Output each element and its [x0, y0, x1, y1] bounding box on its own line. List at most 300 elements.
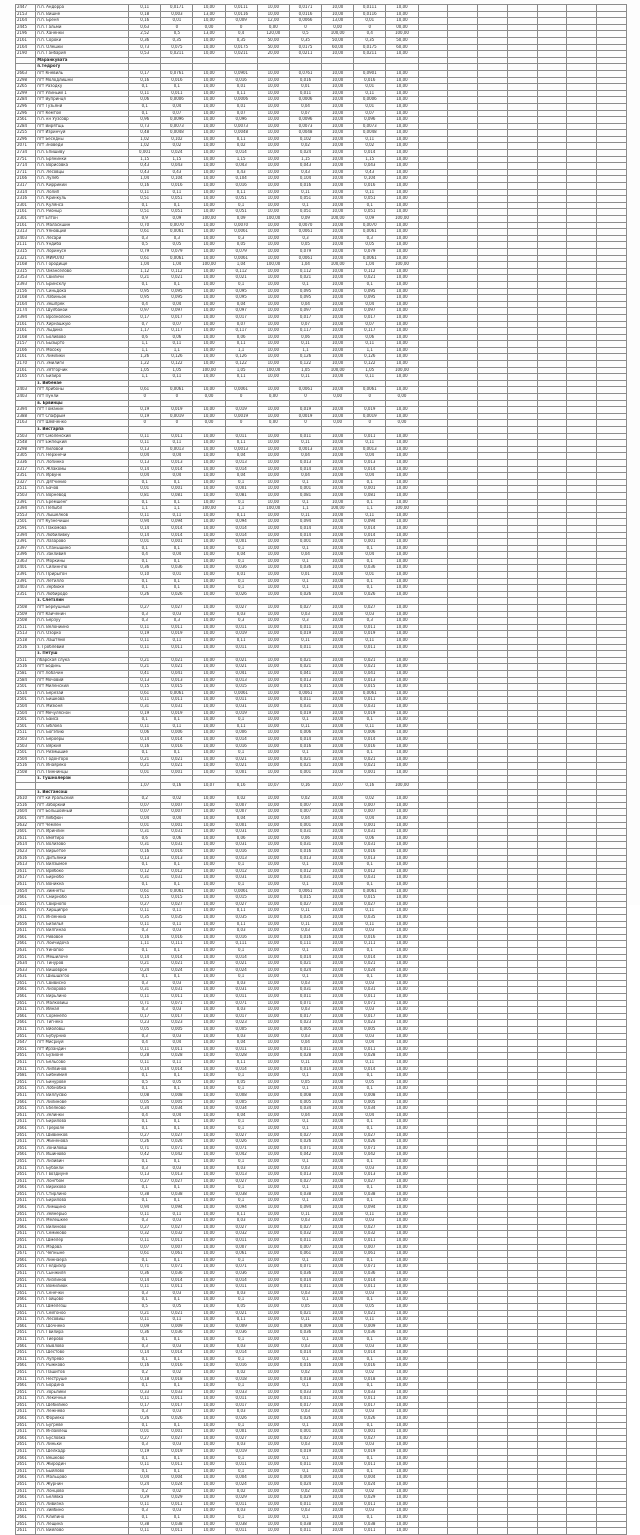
cell-value: 0,0111 [225, 5, 257, 12]
cell-value: 0,1 [225, 1119, 257, 1126]
cell-value [129, 64, 161, 71]
table-row [16, 723, 627, 730]
empty-cell [537, 427, 567, 434]
cell-value: 0 [129, 420, 161, 427]
empty-cell [448, 769, 478, 776]
cell-value: 0,14 [129, 736, 161, 743]
cell-value: 0,019 [354, 710, 386, 717]
cell-value: 100,00 [322, 31, 354, 38]
cell-value: 100,00 [193, 367, 225, 374]
cell-value: 0,011 [161, 644, 193, 651]
empty-cell [448, 1343, 478, 1350]
empty-cell [448, 875, 478, 882]
empty-cell [507, 1198, 537, 1205]
empty-cell [448, 974, 478, 981]
empty-cell [597, 420, 627, 427]
cell-value: 0,51 [129, 209, 161, 216]
cell-value: 0,11 [354, 512, 386, 519]
empty-cell [448, 380, 478, 387]
row-code: 2661 [16, 1416, 36, 1423]
empty-cell [448, 70, 478, 77]
empty-cell [507, 1442, 537, 1449]
empty-cell [478, 506, 508, 513]
cell-value: 100,00 [193, 506, 225, 513]
empty-cell [597, 262, 627, 269]
cell-value: 10,00 [322, 136, 354, 143]
empty-cell [448, 1369, 478, 1376]
empty-cell [537, 1303, 567, 1310]
empty-cell [478, 1053, 508, 1060]
empty-cell [537, 1449, 567, 1456]
cell-value: 10,00 [257, 1383, 289, 1390]
table-row [16, 37, 627, 44]
empty-cell [418, 1231, 448, 1238]
cell-value: 10,00 [193, 44, 225, 51]
empty-cell [478, 1211, 508, 1218]
empty-cell [478, 288, 508, 295]
cell-value: 0,0111 [354, 5, 386, 12]
cell-value: 0,023 [354, 1020, 386, 1027]
row-name: п.п. Шёбилико [36, 1402, 129, 1409]
cell-value: 10,00 [322, 1086, 354, 1093]
cell-value: 0,016 [289, 934, 321, 941]
cell-value: 0,1 [129, 1422, 161, 1429]
row-name: п.п. Ливизна [36, 1501, 129, 1508]
cell-value: 10,00 [386, 624, 418, 631]
cell-value [129, 57, 161, 64]
cell-value: 10,00 [322, 295, 354, 302]
empty-cell [537, 1053, 567, 1060]
row-code: 2661 [16, 1020, 36, 1027]
empty-cell [418, 1040, 448, 1047]
cell-value [386, 380, 418, 387]
table-row [16, 1257, 627, 1264]
empty-cell [448, 1528, 478, 1535]
empty-cell [537, 1125, 567, 1132]
cell-value: 10,00 [322, 545, 354, 552]
cell-value: 10,00 [386, 644, 418, 651]
row-name: пгт Молодлишни [36, 77, 129, 84]
empty-cell [537, 1073, 567, 1080]
empty-cell [597, 1429, 627, 1436]
empty-cell [418, 18, 448, 25]
cell-value: 0,1 [129, 1297, 161, 1304]
cell-value: 0,14 [129, 1277, 161, 1284]
cell-value: 0,97 [129, 308, 161, 315]
empty-cell [478, 1112, 508, 1119]
empty-cell [478, 921, 508, 928]
empty-cell [567, 1211, 597, 1218]
empty-cell [597, 1125, 627, 1132]
empty-cell [507, 954, 537, 961]
cell-value: 0,04 [354, 816, 386, 823]
cell-value: 10,00 [257, 1402, 289, 1409]
empty-cell [448, 895, 478, 902]
empty-cell [507, 136, 537, 143]
empty-cell [537, 1369, 567, 1376]
row-code: 2321 [16, 255, 36, 262]
row-name: п.п. Виллусвю [36, 1092, 129, 1099]
cell-value: 10,00 [322, 947, 354, 954]
empty-cell [567, 1139, 597, 1146]
cell-value: 0,11 [161, 638, 193, 645]
cell-value: 0,11 [354, 908, 386, 915]
empty-cell [537, 1211, 567, 1218]
cell-value: 1,02 [129, 136, 161, 143]
cell-value: 0 [225, 420, 257, 427]
cell-value: 0,1 [161, 1086, 193, 1093]
table-row [16, 1475, 627, 1482]
cell-value: 0,031 [354, 829, 386, 836]
cell-value: 10,00 [193, 868, 225, 875]
cell-value: 10,00 [386, 466, 418, 473]
row-code: 2631 [16, 947, 36, 954]
empty-cell [567, 189, 597, 196]
empty-cell [507, 796, 537, 803]
cell-value: 10,00 [193, 123, 225, 130]
cell-value: 0,04 [354, 552, 386, 559]
empty-cell [478, 842, 508, 849]
cell-value: 10,00 [257, 1046, 289, 1053]
cell-value: 10,00 [386, 103, 418, 110]
row-code: 2611 [16, 1468, 36, 1475]
cell-value: 10,00 [193, 5, 225, 12]
cell-value: 10,00 [193, 750, 225, 757]
empty-cell [448, 1020, 478, 1027]
empty-cell [567, 1297, 597, 1304]
cell-value: 0,3 [129, 1218, 161, 1225]
empty-cell [597, 1343, 627, 1350]
empty-cell [478, 1383, 508, 1390]
empty-cell [448, 1521, 478, 1528]
table-row [16, 855, 627, 862]
cell-value: 0,014 [161, 466, 193, 473]
cell-value: 0,13 [129, 1172, 161, 1179]
cell-value: 10,00 [386, 1132, 418, 1139]
cell-value: 10,00 [322, 928, 354, 935]
empty-cell [597, 459, 627, 466]
empty-cell [507, 710, 537, 717]
cell-value: 0,019 [225, 710, 257, 717]
empty-cell [597, 1198, 627, 1205]
cell-value: 10,00 [193, 888, 225, 895]
table-row [16, 558, 627, 565]
cell-value: 0,017 [354, 1013, 386, 1020]
cell-value: 0,038 [354, 1191, 386, 1198]
cell-value: 10,00 [193, 1271, 225, 1278]
cell-value: 10,00 [322, 235, 354, 242]
empty-cell [448, 1066, 478, 1073]
empty-cell [418, 1099, 448, 1106]
cell-value: 10,00 [257, 479, 289, 486]
cell-value: 0,001 [289, 1429, 321, 1436]
empty-cell [537, 492, 567, 499]
table-row [16, 947, 627, 954]
cell-value: 10,00 [257, 1000, 289, 1007]
empty-cell [448, 1330, 478, 1337]
cell-value: 0,04 [289, 1040, 321, 1047]
empty-cell [448, 994, 478, 1001]
cell-value: 10,00 [257, 1086, 289, 1093]
empty-cell [597, 1139, 627, 1146]
empty-cell [418, 1013, 448, 1020]
cell-value: 0,1 [289, 1422, 321, 1429]
empty-cell [567, 499, 597, 506]
empty-cell [478, 967, 508, 974]
cell-value: 0,70 [129, 222, 161, 229]
empty-cell [537, 677, 567, 684]
empty-cell [507, 123, 537, 130]
empty-cell [537, 1442, 567, 1449]
table-row [16, 1330, 627, 1337]
empty-cell [597, 670, 627, 677]
empty-cell [478, 57, 508, 64]
cell-value: 100,00 [257, 262, 289, 269]
empty-cell [597, 57, 627, 64]
cell-value: 0,031 [161, 875, 193, 882]
empty-cell [418, 1020, 448, 1027]
cell-value: 0,1 [129, 750, 161, 757]
empty-cell [567, 703, 597, 710]
empty-cell [478, 1336, 508, 1343]
cell-value: 0,011 [354, 433, 386, 440]
empty-cell [448, 657, 478, 664]
empty-cell [537, 341, 567, 348]
cell-value: 0,11 [129, 994, 161, 1001]
cell-value: 10,00 [322, 1172, 354, 1179]
empty-cell [418, 1139, 448, 1146]
row-code: 2504 [16, 756, 36, 763]
row-name: п.п. Боливово [36, 334, 129, 341]
empty-cell [537, 1514, 567, 1521]
empty-cell [418, 723, 448, 730]
cell-value: 0,001 [354, 486, 386, 493]
cell-value: 0 [289, 420, 321, 427]
row-name: п.п. Лесари [36, 235, 129, 242]
cell-value: 0,008 [289, 1092, 321, 1099]
cell-value: 1,07 [129, 783, 161, 790]
cell-value: 0,009 [225, 18, 257, 25]
empty-cell [597, 90, 627, 97]
empty-cell [507, 578, 537, 585]
empty-cell [597, 875, 627, 882]
cell-value: 100,00 [322, 216, 354, 223]
cell-value [257, 598, 289, 605]
row-name: п.п. Велониино [36, 624, 129, 631]
row-code: 2509 [16, 611, 36, 618]
empty-cell [537, 1435, 567, 1442]
cell-value: 0,031 [225, 987, 257, 994]
empty-cell [567, 459, 597, 466]
cell-value: 10,00 [193, 90, 225, 97]
row-name: пгт Хрибоны [36, 387, 129, 394]
empty-cell [418, 855, 448, 862]
cell-value: 0,5 [161, 31, 193, 38]
empty-cell [478, 789, 508, 796]
row-name: п.п. Сенёчки [36, 1290, 129, 1297]
row-code: 2661 [16, 1224, 36, 1231]
cell-value: 0,11 [129, 697, 161, 704]
cell-value: 10,00 [386, 895, 418, 902]
table-row [16, 202, 627, 209]
row-name: п.п. Зийбино [36, 1508, 129, 1515]
cell-value: 10,00 [193, 1119, 225, 1126]
empty-cell [537, 222, 567, 229]
cell-value: 10,00 [322, 591, 354, 598]
cell-value: 0,43 [225, 169, 257, 176]
row-code: 2611 [16, 914, 36, 921]
empty-cell [448, 1402, 478, 1409]
cell-value: 10,00 [386, 703, 418, 710]
cell-value: 0,117 [289, 328, 321, 335]
empty-cell [537, 736, 567, 743]
row-name: пгт Мечуляснон [36, 710, 129, 717]
cell-value: 10,00 [257, 585, 289, 592]
cell-value: 0,6 [129, 835, 161, 842]
cell-value: 10,00 [257, 1231, 289, 1238]
empty-cell [478, 1350, 508, 1357]
empty-cell [507, 1475, 537, 1482]
cell-value: 10,00 [193, 519, 225, 526]
cell-value: 10,00 [322, 196, 354, 203]
empty-cell [418, 1495, 448, 1502]
cell-value: 0,014 [354, 532, 386, 539]
row-name: п.п. Бизиро [36, 374, 129, 381]
empty-cell [597, 1508, 627, 1515]
empty-cell [448, 1356, 478, 1363]
empty-cell [507, 466, 537, 473]
empty-cell [537, 1271, 567, 1278]
empty-cell [448, 1132, 478, 1139]
cell-value: 10,00 [257, 670, 289, 677]
cell-value: 10,00 [193, 440, 225, 447]
cell-value: 0,1 [289, 1356, 321, 1363]
cell-value: 0,11 [129, 1211, 161, 1218]
cell-value: 10,00 [257, 1455, 289, 1462]
cell-value: 0,63 [129, 24, 161, 31]
empty-cell [537, 420, 567, 427]
cell-value: 10,00 [386, 123, 418, 130]
empty-cell [448, 539, 478, 546]
cell-value: 0,11 [129, 1462, 161, 1469]
cell-value: 0,03 [354, 1033, 386, 1040]
cell-value: 10,00 [386, 1205, 418, 1212]
cell-value: 10,00 [257, 202, 289, 209]
cell-value: 0,005 [225, 1099, 257, 1106]
empty-cell [507, 433, 537, 440]
cell-value: 10,00 [193, 881, 225, 888]
cell-value: 10,00 [322, 881, 354, 888]
empty-cell [448, 1495, 478, 1502]
cell-value: 10,00 [386, 156, 418, 163]
row-name: п.п. Гвилира [36, 1330, 129, 1337]
cell-value: 10,00 [257, 110, 289, 117]
empty-cell [567, 1310, 597, 1317]
cell-value: 10,00 [386, 314, 418, 321]
empty-cell [597, 1271, 627, 1278]
cell-value: 10,00 [193, 697, 225, 704]
empty-cell [507, 1284, 537, 1291]
cell-value: 0,021 [354, 664, 386, 671]
cell-value: 10,00 [386, 1185, 418, 1192]
empty-cell [507, 1383, 537, 1390]
cell-value: 10,00 [322, 670, 354, 677]
row-name: п.п. Лизорово [36, 987, 129, 994]
table-row [16, 1033, 627, 1040]
empty-cell [567, 539, 597, 546]
empty-cell [418, 1363, 448, 1370]
empty-cell [537, 183, 567, 190]
cell-value: 0,021 [161, 961, 193, 968]
cell-value: 1,1 [225, 506, 257, 513]
cell-value: 0,042 [225, 1152, 257, 1159]
cell-value: 0,1 [354, 202, 386, 209]
cell-value: 0,3 [129, 980, 161, 987]
empty-cell [448, 506, 478, 513]
empty-cell [507, 1409, 537, 1416]
row-name: п.п. Лыдина [36, 328, 129, 335]
empty-cell [478, 103, 508, 110]
row-name: п.п. Вывлово [36, 1343, 129, 1350]
cell-value: 0,017 [289, 314, 321, 321]
table-row [16, 479, 627, 486]
cell-value: 0,094 [354, 1205, 386, 1212]
empty-cell [448, 1185, 478, 1192]
cell-value: 10,00 [322, 110, 354, 117]
cell-value: 0,11 [225, 638, 257, 645]
cell-value: 10,00 [257, 519, 289, 526]
row-code: 2508 [16, 618, 36, 625]
table-row [16, 420, 627, 427]
row-name: п.п. Кулянса [36, 202, 129, 209]
cell-value [161, 427, 193, 434]
cell-value: 10,00 [386, 1007, 418, 1014]
row-code [16, 776, 36, 783]
row-name: пгт Лйбфюн [36, 816, 129, 823]
cell-value: 0,27 [129, 1224, 161, 1231]
empty-cell [448, 446, 478, 453]
cell-value: 0,4 [129, 301, 161, 308]
empty-cell [597, 994, 627, 1001]
cell-value: 10,00 [193, 1462, 225, 1469]
cell-value: 10,00 [386, 321, 418, 328]
empty-cell [478, 1218, 508, 1225]
cell-value: 0,3 [354, 235, 386, 242]
empty-cell [567, 558, 597, 565]
row-name: п.п. Лещина [36, 1521, 129, 1528]
cell-value: 10,00 [322, 11, 354, 18]
empty-cell [507, 809, 537, 816]
cell-value: 0,011 [289, 90, 321, 97]
cell-value: 10,00 [193, 143, 225, 150]
cell-value: 10,00 [257, 802, 289, 809]
cell-value: 10,00 [257, 1191, 289, 1198]
cell-value: 0,0066 [289, 18, 321, 25]
cell-value: 0,36 [129, 37, 161, 44]
cell-value: 0,17 [129, 1013, 161, 1020]
row-name: п.п. Зейнерыо [36, 1211, 129, 1218]
empty-cell [478, 321, 508, 328]
empty-cell [597, 572, 627, 579]
empty-cell [448, 605, 478, 612]
row-name: п.п. Ворисовка [36, 163, 129, 170]
cell-value: 0,019 [354, 1449, 386, 1456]
cell-value: 10,00 [386, 605, 418, 612]
empty-cell [448, 644, 478, 651]
empty-cell [448, 525, 478, 532]
cell-value: 10,00 [193, 433, 225, 440]
table-row [16, 835, 627, 842]
